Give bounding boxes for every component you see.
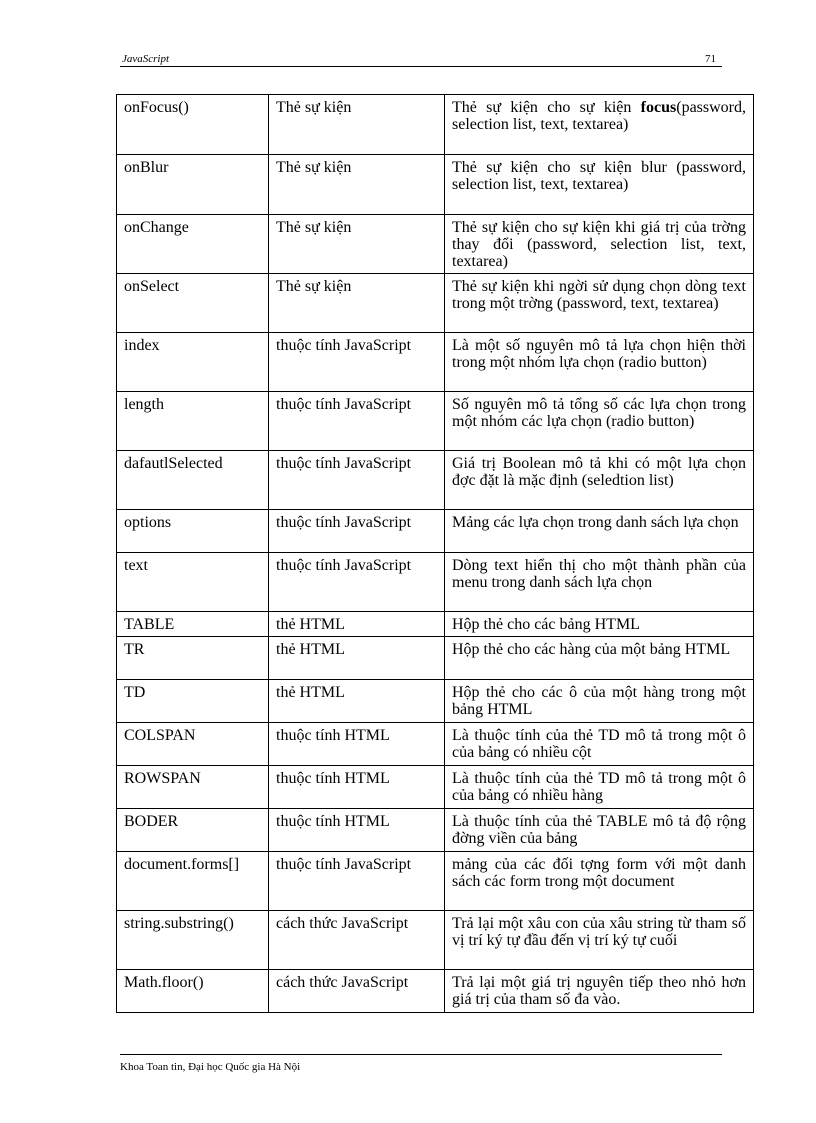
type-cell: Thẻ sự kiện: [269, 95, 445, 155]
term-cell: onFocus(): [117, 95, 269, 155]
type-cell: thuộc tính JavaScript: [269, 451, 445, 510]
description-text: Thẻ sự kiện cho sự kiện: [452, 99, 641, 116]
description-cell: Là thuộc tính của thẻ TD mô tả trong một ô của bảng có nhiều hàng: [445, 766, 754, 809]
table-row: [117, 333, 754, 392]
description-text: (password, selection list, text, textarea): [452, 99, 746, 133]
description-cell: mảng của các đối tợng form với một danh sách các form trong một document: [445, 852, 754, 911]
type-cell: thuộc tính HTML: [269, 723, 445, 766]
term-cell: onChange: [117, 215, 269, 274]
type-cell: thẻ HTML: [269, 680, 445, 723]
table-row: [117, 723, 754, 766]
type-cell: cách thức JavaScript: [269, 970, 445, 1013]
table-row: [117, 852, 754, 911]
table-row: [117, 637, 754, 680]
description-cell: Số nguyên mô tả tổng số các lựa chọn trong một nhóm các lựa chọn (radio button): [445, 392, 754, 451]
table-row: [117, 95, 754, 155]
type-cell: thuộc tính JavaScript: [269, 392, 445, 451]
type-cell: thuộc tính HTML: [269, 766, 445, 809]
type-cell: thuộc tính JavaScript: [269, 333, 445, 392]
description-cell: [445, 95, 754, 155]
reference-table: [116, 94, 754, 1013]
table-row: [117, 911, 754, 970]
header-title: JavaScript: [122, 53, 170, 65]
table-row: [117, 274, 754, 333]
description-cell: Là thuộc tính của thẻ TD mô tả trong một ô của bảng có nhiều cột: [445, 723, 754, 766]
table-row: [117, 766, 754, 809]
table-row: [117, 680, 754, 723]
type-cell: Thẻ sự kiện: [269, 155, 445, 215]
term-cell: options: [117, 510, 269, 553]
description-cell: Trả lại một xâu con của xâu string từ tham số vị trí ký tự đầu đến vị trí ký tự cuối: [445, 911, 754, 970]
type-cell: thuộc tính JavaScript: [269, 852, 445, 911]
description-cell: Trả lại một giá trị nguyên tiếp theo nhỏ hơn giá trị của tham số đa vào.: [445, 970, 754, 1013]
description-cell: Giá trị Boolean mô tả khi có một lựa chọn đợc đặt là mặc định (seledtion list): [445, 451, 754, 510]
type-cell: Thẻ sự kiện: [269, 274, 445, 333]
description-cell: Hộp thẻ cho các hàng của một bảng HTML: [445, 637, 754, 680]
table-row: [117, 215, 754, 274]
description-cell: Là một số nguyên mô tả lựa chọn hiện thời trong một nhóm lựa chọn (radio button): [445, 333, 754, 392]
table-row: [117, 809, 754, 852]
description-cell: Thẻ sự kiện cho sự kiện blur (password, selection list, text, textarea): [445, 155, 754, 215]
type-cell: thuộc tính HTML: [269, 809, 445, 852]
term-cell: BODER: [117, 809, 269, 852]
type-cell: thuộc tính JavaScript: [269, 510, 445, 553]
type-cell: thẻ HTML: [269, 637, 445, 680]
term-cell: index: [117, 333, 269, 392]
table-row: [117, 451, 754, 510]
term-cell: document.forms[]: [117, 852, 269, 911]
description-cell: Là thuộc tính của thẻ TABLE mô tả độ rộng đờng viền của bảng: [445, 809, 754, 852]
type-cell: Thẻ sự kiện: [269, 215, 445, 274]
footer-text: Khoa Toan tin, Đại học Quốc gia Hà Nội: [120, 1061, 301, 1073]
page-footer: [120, 1054, 722, 1073]
term-cell: onSelect: [117, 274, 269, 333]
description-cell: Thẻ sự kiện khi ngời sử dụng chọn dòng text trong một trờng (password, text, textarea): [445, 274, 754, 333]
table-row: [117, 510, 754, 553]
term-cell: dafautlSelected: [117, 451, 269, 510]
term-cell: string.substring(): [117, 911, 269, 970]
term-cell: COLSPAN: [117, 723, 269, 766]
description-cell: Hộp thẻ cho các ô của một hàng trong một bảng HTML: [445, 680, 754, 723]
table-row: [117, 155, 754, 215]
term-cell: TD: [117, 680, 269, 723]
term-cell: length: [117, 392, 269, 451]
type-cell: cách thức JavaScript: [269, 911, 445, 970]
description-cell: Mảng các lựa chọn trong danh sách lựa chọn: [445, 510, 754, 553]
table-row: [117, 392, 754, 451]
description-cell: Hộp thẻ cho các bảng HTML: [445, 612, 754, 637]
table-row: [117, 553, 754, 612]
table-row: [117, 612, 754, 637]
term-cell: TABLE: [117, 612, 269, 637]
term-cell: text: [117, 553, 269, 612]
description-cell: Dòng text hiển thị cho một thành phần của menu trong danh sách lựa chọn: [445, 553, 754, 612]
description-keyword: focus: [640, 99, 677, 116]
term-cell: onBlur: [117, 155, 269, 215]
term-cell: ROWSPAN: [117, 766, 269, 809]
description-cell: Thẻ sự kiện cho sự kiện khi giá trị của trờng thay đổi (password, selection list, text, textarea): [445, 215, 754, 274]
table-row: [117, 970, 754, 1013]
type-cell: thuộc tính JavaScript: [269, 553, 445, 612]
page-header: [120, 52, 722, 67]
term-cell: Math.floor(): [117, 970, 269, 1013]
term-cell: TR: [117, 637, 269, 680]
page-number: 71: [705, 53, 716, 65]
type-cell: thẻ HTML: [269, 612, 445, 637]
